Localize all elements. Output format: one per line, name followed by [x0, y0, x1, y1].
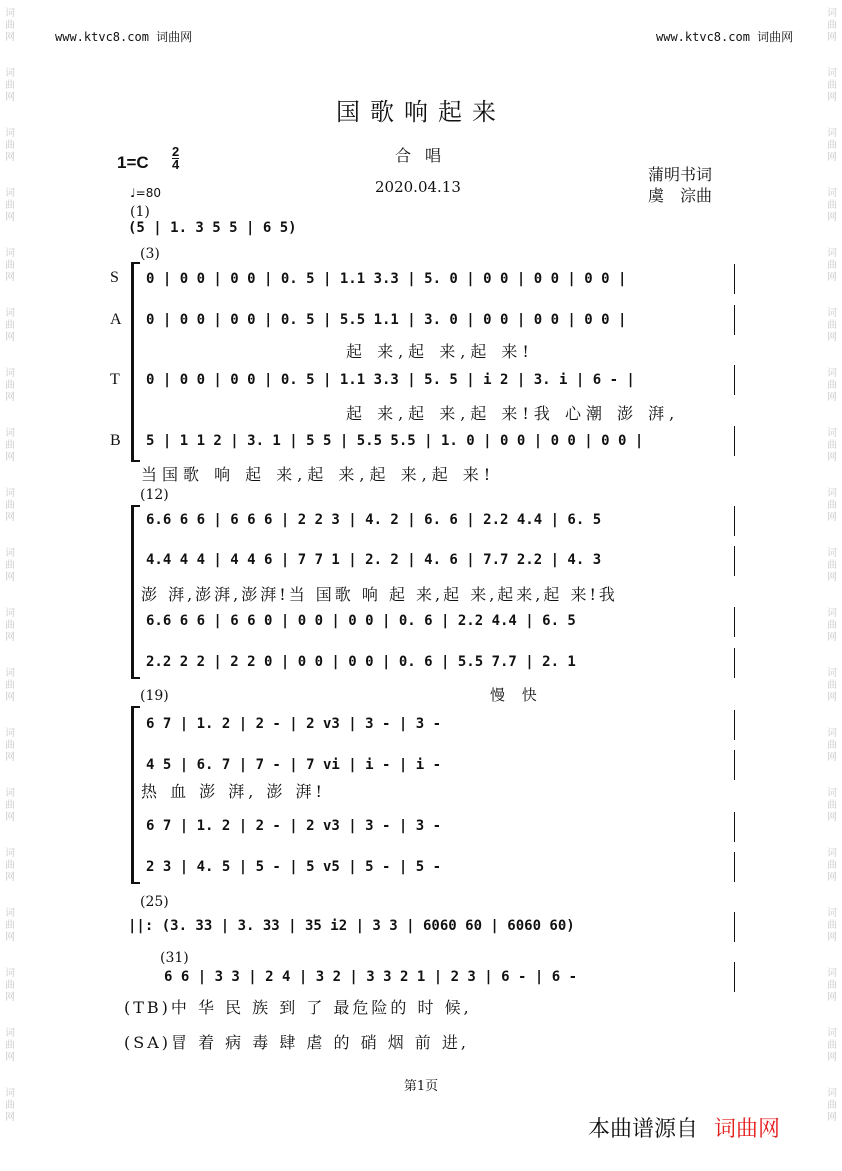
watermark-glyph: 曲: [5, 140, 15, 151]
sys3-lyric: 热 血 澎 湃, 澎 湃!: [141, 782, 326, 801]
watermark-glyph: 网: [5, 1112, 15, 1123]
watermark-glyph: 曲: [827, 680, 837, 691]
watermark-glyph: 网: [5, 152, 15, 163]
intro-line: (5 | 1. 3 5 5 | 6 5): [128, 220, 297, 236]
watermark-glyph: 曲: [827, 620, 837, 631]
watermark-glyph: 词: [5, 728, 15, 739]
watermark-glyph: 曲: [5, 620, 15, 631]
lyric-sa: (SA)冒 着 病 毒 肆 虐 的 硝 烟 前 进,: [124, 1033, 469, 1052]
watermark-glyph: 词: [827, 908, 837, 919]
watermark-glyph: 词: [5, 608, 15, 619]
watermark-glyph: 词: [5, 368, 15, 379]
watermark-glyph: 曲: [5, 740, 15, 751]
watermark-glyph: 曲: [5, 920, 15, 931]
watermark-glyph: 曲: [5, 20, 15, 31]
barline: [734, 365, 735, 395]
watermark-glyph: 词: [5, 1088, 15, 1099]
sys3-line-1: 6 7 | 1. 2 | 2 - | 2 v3 | 3 - | 3 -: [146, 716, 442, 732]
watermark-glyph: 曲: [827, 920, 837, 931]
watermark-glyph: 网: [5, 32, 15, 43]
watermark-glyph: 词: [5, 248, 15, 259]
watermark-glyph: 词: [827, 308, 837, 319]
watermark-glyph: 曲: [827, 260, 837, 271]
watermark-glyph: 网: [827, 572, 837, 583]
time-signature: 2 4: [172, 144, 180, 172]
part-label-b: B: [110, 432, 121, 449]
watermark-glyph: 曲: [5, 260, 15, 271]
watermark-glyph: 曲: [827, 800, 837, 811]
watermark-glyph: 网: [827, 32, 837, 43]
watermark-glyph: 网: [827, 992, 837, 1003]
watermark-glyph: 词: [5, 428, 15, 439]
watermark-glyph: 网: [827, 632, 837, 643]
verse-line: 6 6 | 3 3 | 2 4 | 3 2 | 3 3 2 1 | 2 3 | 6 - | 6 -: [164, 969, 578, 985]
watermark-glyph: 曲: [5, 980, 15, 991]
measure-number-19: (19): [140, 688, 169, 704]
watermark-glyph: 曲: [827, 500, 837, 511]
watermark-glyph: 网: [5, 332, 15, 343]
watermark-glyph: 词: [5, 188, 15, 199]
watermark-glyph: 词: [5, 8, 15, 19]
watermark-glyph: 词: [827, 1088, 837, 1099]
system-bracket-1: [131, 262, 140, 462]
sys3-line-4: 2 3 | 4. 5 | 5 - | 5 v5 | 5 - | 5 -: [146, 859, 442, 875]
watermark-glyph: 曲: [827, 560, 837, 571]
system-bracket-2: [131, 505, 140, 679]
watermark-glyph: 词: [827, 488, 837, 499]
header-url-right[interactable]: www.ktvc8.com 词曲网: [656, 30, 794, 44]
watermark-glyph: 词: [827, 728, 837, 739]
sys2-lyric: 澎 湃,澎湃,澎湃!当 国歌 响 起 来,起 来,起来,起 来!我: [141, 585, 618, 604]
watermark-glyph: 曲: [827, 1040, 837, 1051]
watermark-glyph: 词: [5, 668, 15, 679]
watermark-glyph: 网: [827, 212, 837, 223]
barline: [734, 648, 735, 678]
watermark-glyph: 网: [5, 872, 15, 883]
watermark-glyph: 曲: [5, 440, 15, 451]
soprano-line: 0 | 0 0 | 0 0 | 0. 5 | 1.1 3.3 | 5. 0 | 0 0 | 0 0 | 0 0 |: [146, 271, 627, 287]
barline: [734, 506, 735, 536]
watermark-glyph: 网: [827, 452, 837, 463]
watermark-glyph: 曲: [827, 200, 837, 211]
barline: [734, 710, 735, 740]
watermark-glyph: 词: [827, 548, 837, 559]
measure-number-25: (25): [140, 894, 169, 910]
watermark-glyph: 曲: [827, 860, 837, 871]
watermark-glyph: 网: [827, 392, 837, 403]
watermark-glyph: 曲: [5, 560, 15, 571]
watermark-glyph: 曲: [827, 1100, 837, 1111]
watermark-glyph: 曲: [5, 380, 15, 391]
watermark-glyph: 词: [5, 788, 15, 799]
barline: [734, 962, 735, 992]
watermark-glyph: 词: [827, 248, 837, 259]
watermark-glyph: 网: [827, 812, 837, 823]
barline: [734, 426, 735, 456]
watermark-glyph: 词: [827, 188, 837, 199]
system-bracket-3: [131, 706, 140, 884]
watermark-glyph: 曲: [5, 1040, 15, 1051]
watermark-glyph: 曲: [5, 800, 15, 811]
bass-lyric: 当国歌 响 起 来,起 来,起 来,起 来!: [141, 465, 496, 484]
watermark-glyph: 词: [5, 488, 15, 499]
watermark-glyph: 曲: [5, 680, 15, 691]
watermark-glyph: 网: [827, 1112, 837, 1123]
watermark-glyph: 词: [827, 428, 837, 439]
tenor-line: 0 | 0 0 | 0 0 | 0. 5 | 1.1 3.3 | 5. 5 | i 2 | 3. i | 6 - |: [146, 372, 635, 388]
watermark-glyph: 词: [5, 908, 15, 919]
barline: [734, 812, 735, 842]
song-title: 国歌响起来: [336, 98, 506, 126]
tempo-change: 慢 快: [490, 686, 543, 704]
watermark-glyph: 网: [827, 512, 837, 523]
watermark-glyph: 曲: [5, 80, 15, 91]
measure-number-31: (31): [160, 950, 189, 966]
tempo-mark: ♩=80: [130, 186, 161, 200]
watermark-glyph: 词: [5, 548, 15, 559]
watermark-glyph: 网: [5, 932, 15, 943]
watermark-glyph: 网: [5, 692, 15, 703]
watermark-glyph: 曲: [5, 860, 15, 871]
watermark-glyph: 曲: [827, 440, 837, 451]
header-url-left[interactable]: www.ktvc8.com 词曲网: [55, 30, 193, 44]
watermark-glyph: 词: [827, 668, 837, 679]
watermark-glyph: 网: [827, 272, 837, 283]
watermark-glyph: 词: [827, 8, 837, 19]
watermark-glyph: 网: [5, 572, 15, 583]
left-watermark: [2, 0, 18, 1171]
watermark-glyph: 网: [5, 392, 15, 403]
barline: [734, 264, 735, 294]
watermark-glyph: 网: [5, 632, 15, 643]
watermark-glyph: 词: [827, 968, 837, 979]
watermark-glyph: 网: [5, 1052, 15, 1063]
part-label-t: T: [110, 371, 120, 388]
watermark-glyph: 网: [5, 512, 15, 523]
part-label-a: A: [110, 311, 122, 328]
part-label-s: S: [110, 269, 119, 286]
barline: [734, 546, 735, 576]
right-watermark: [824, 0, 840, 1171]
watermark-glyph: 网: [827, 932, 837, 943]
sys3-line-3: 6 7 | 1. 2 | 2 - | 2 v3 | 3 - | 3 -: [146, 818, 442, 834]
watermark-glyph: 网: [827, 692, 837, 703]
watermark-glyph: 词: [827, 848, 837, 859]
sys2-line-2: 4.4 4 4 | 4 4 6 | 7 7 1 | 2. 2 | 4. 6 | 7.7 2.2 | 4. 3: [146, 552, 602, 568]
barline: [734, 750, 735, 780]
watermark-glyph: 词: [5, 848, 15, 859]
bass-line: 5 | 1 1 2 | 3. 1 | 5 5 | 5.5 5.5 | 1. 0 | 0 0 | 0 0 | 0 0 |: [146, 433, 644, 449]
watermark-glyph: 网: [5, 992, 15, 1003]
watermark-glyph: 曲: [5, 500, 15, 511]
barline: [734, 305, 735, 335]
key-signature: 1=C: [117, 153, 149, 172]
watermark-glyph: 网: [5, 752, 15, 763]
tenor-lyric: 起 来,起 来,起 来!我 心潮 澎 湃,: [346, 404, 680, 423]
watermark-glyph: 词: [827, 368, 837, 379]
watermark-glyph: 词: [5, 1028, 15, 1039]
watermark-glyph: 词: [827, 68, 837, 79]
page-number: 第1页: [403, 1079, 439, 1094]
watermark-glyph: 词: [827, 128, 837, 139]
interlude-line: ||: (3. 33 | 3. 33 | 35 i2 | 3 3 | 6060 60 | 6060 60): [128, 918, 575, 934]
composer: 虞 淙曲: [648, 186, 713, 205]
watermark-glyph: 曲: [827, 380, 837, 391]
sys2-line-1: 6.6 6 6 | 6 6 6 | 2 2 3 | 4. 2 | 6. 6 | 2.2 4.4 | 6. 5: [146, 512, 602, 528]
watermark-glyph: 网: [5, 272, 15, 283]
watermark-glyph: 网: [827, 872, 837, 883]
watermark-glyph: 曲: [827, 140, 837, 151]
watermark-glyph: 网: [5, 212, 15, 223]
watermark-glyph: 词: [827, 788, 837, 799]
sys2-line-3: 6.6 6 6 | 6 6 0 | 0 0 | 0 0 | 0. 6 | 2.2 4.4 | 6. 5: [146, 613, 576, 629]
lyricist: 蒲明书词: [648, 165, 713, 184]
watermark-glyph: 词: [5, 968, 15, 979]
watermark-glyph: 词: [827, 1028, 837, 1039]
date: 2020.04.13: [375, 178, 461, 196]
sys2-line-4: 2.2 2 2 | 2 2 0 | 0 0 | 0 0 | 0. 6 | 5.5 7.7 | 2. 1: [146, 654, 576, 670]
watermark-glyph: 网: [827, 92, 837, 103]
watermark-glyph: 曲: [827, 740, 837, 751]
watermark-glyph: 网: [5, 812, 15, 823]
watermark-glyph: 曲: [827, 320, 837, 331]
watermark-glyph: 曲: [5, 320, 15, 331]
watermark-glyph: 网: [5, 452, 15, 463]
watermark-glyph: 曲: [827, 20, 837, 31]
barline: [734, 912, 735, 942]
watermark-glyph: 网: [827, 1052, 837, 1063]
watermark-glyph: 曲: [827, 980, 837, 991]
watermark-glyph: 网: [827, 152, 837, 163]
watermark-glyph: 词: [5, 308, 15, 319]
watermark-glyph: 网: [827, 332, 837, 343]
measure-number-3: (3): [140, 246, 160, 262]
lyric-tb: (TB)中 华 民 族 到 了 最危险的 时 候,: [124, 998, 472, 1017]
watermark-glyph: 词: [5, 128, 15, 139]
measure-number-12: (12): [140, 487, 169, 503]
watermark-glyph: 曲: [5, 200, 15, 211]
source-site-link[interactable]: 词曲网: [714, 1117, 781, 1142]
sys3-line-2: 4 5 | 6. 7 | 7 - | 7 vi | i - | i -: [146, 757, 442, 773]
watermark-glyph: 词: [5, 68, 15, 79]
watermark-glyph: 曲: [5, 1100, 15, 1111]
barline: [734, 852, 735, 882]
barline: [734, 607, 735, 637]
subtitle: 合唱: [395, 146, 456, 165]
watermark-glyph: 曲: [827, 80, 837, 91]
alto-line: 0 | 0 0 | 0 0 | 0. 5 | 5.5 1.1 | 3. 0 | 0 0 | 0 0 | 0 0 |: [146, 312, 627, 328]
source-attribution: 本曲谱源自 词曲网: [588, 1117, 781, 1142]
measure-number-1: (1): [130, 204, 150, 220]
watermark-glyph: 词: [827, 608, 837, 619]
alto-lyric: 起 来,起 来,起 来!: [346, 342, 534, 361]
watermark-glyph: 网: [5, 92, 15, 103]
watermark-glyph: 网: [827, 752, 837, 763]
